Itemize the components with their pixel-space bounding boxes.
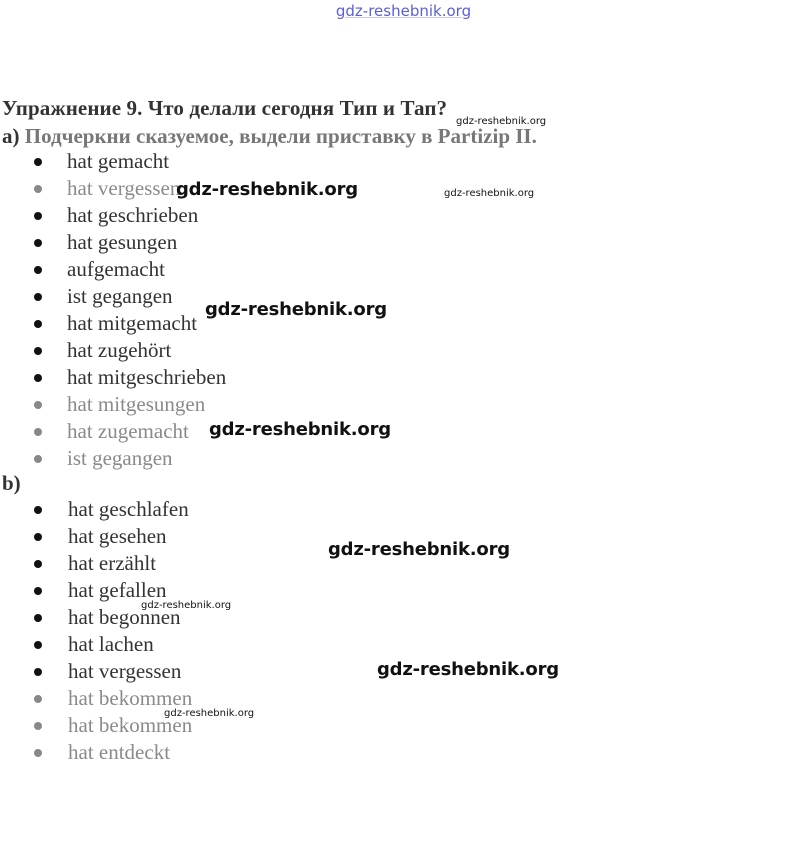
section-a-heading xyxy=(2,124,537,149)
bullet-icon xyxy=(34,428,42,436)
bullet-icon xyxy=(34,560,42,568)
list-item-text: hat geschlafen xyxy=(68,497,189,521)
list-item-text: hat zugehört xyxy=(67,338,172,362)
watermark: gdz-reshebnik.org xyxy=(141,600,232,611)
bullet-icon xyxy=(34,347,42,355)
exercise-title: Упражнение 9. Что делали сегодня Тип и Тап? xyxy=(2,96,448,120)
list-item-text: hat bekommen xyxy=(68,686,193,710)
list-item-text: hat entdeckt xyxy=(68,740,171,764)
bullet-icon xyxy=(34,668,42,676)
bullet-icon xyxy=(34,158,42,166)
watermark: gdz-reshebnik.org xyxy=(328,539,510,560)
bullet-icon xyxy=(34,374,42,382)
bullet-icon xyxy=(34,320,42,328)
watermark: gdz-reshebnik.org xyxy=(456,116,547,127)
list-item-text: hat gefallen xyxy=(68,578,167,602)
watermark: gdz-reshebnik.org xyxy=(205,299,387,320)
watermark: gdz-reshebnik.org xyxy=(377,659,559,680)
list-item-text: hat mitgemacht xyxy=(67,311,198,335)
watermark: gdz-reshebnik.org xyxy=(209,419,391,440)
list-item-text: hat mitgeschrieben xyxy=(67,365,227,389)
watermark: gdz-reshebnik.org xyxy=(176,179,358,200)
list-item-text: hat zugemacht xyxy=(67,419,189,443)
list-item-text: hat gesungen xyxy=(67,230,178,254)
list-item-text: hat geschrieben xyxy=(67,203,199,227)
list-item-text: aufgemacht xyxy=(67,257,165,281)
list-item-text: hat erzählt xyxy=(68,551,157,575)
bullet-icon xyxy=(34,533,42,541)
list-item-text: hat mitgesungen xyxy=(67,392,206,416)
list-item-text: hat gemacht xyxy=(67,149,170,173)
bullet-icon xyxy=(34,749,42,757)
section-b-heading: b) xyxy=(2,471,21,495)
bullet-icon xyxy=(34,401,42,409)
bullet-icon xyxy=(34,212,42,220)
bullet-icon xyxy=(34,641,42,649)
bullet-icon xyxy=(34,293,42,301)
bullet-icon xyxy=(34,239,42,247)
bullet-icon xyxy=(34,614,42,622)
bullet-icon xyxy=(34,587,42,595)
list-item-text: ist gegangen xyxy=(67,284,173,308)
site-header-link[interactable]: gdz-reshebnik.org xyxy=(335,2,472,20)
list-item-text: hat vergessen xyxy=(67,176,181,200)
watermark: gdz-reshebnik.org xyxy=(444,188,535,199)
list-item-text: ist gegangen xyxy=(67,446,173,470)
list-item-text: hat gesehen xyxy=(68,524,167,548)
bullet-icon xyxy=(34,266,42,274)
bullet-icon xyxy=(34,185,42,193)
bullet-icon xyxy=(34,506,42,514)
list-item-text: hat begonnen xyxy=(68,605,181,629)
list-item-text: hat lachen xyxy=(68,632,154,656)
section-a-prefix: a) xyxy=(2,124,20,148)
watermark: gdz-reshebnik.org xyxy=(164,708,255,719)
bullet-icon xyxy=(34,722,42,730)
section-a-instruction: Подчеркни сказуемое, выдели приставку в Partizip II. xyxy=(24,124,537,148)
list-item-text: hat vergessen xyxy=(68,659,182,683)
bullet-icon xyxy=(34,455,42,463)
list-item-text: hat bekommen xyxy=(68,713,193,737)
bullet-icon xyxy=(34,695,42,703)
